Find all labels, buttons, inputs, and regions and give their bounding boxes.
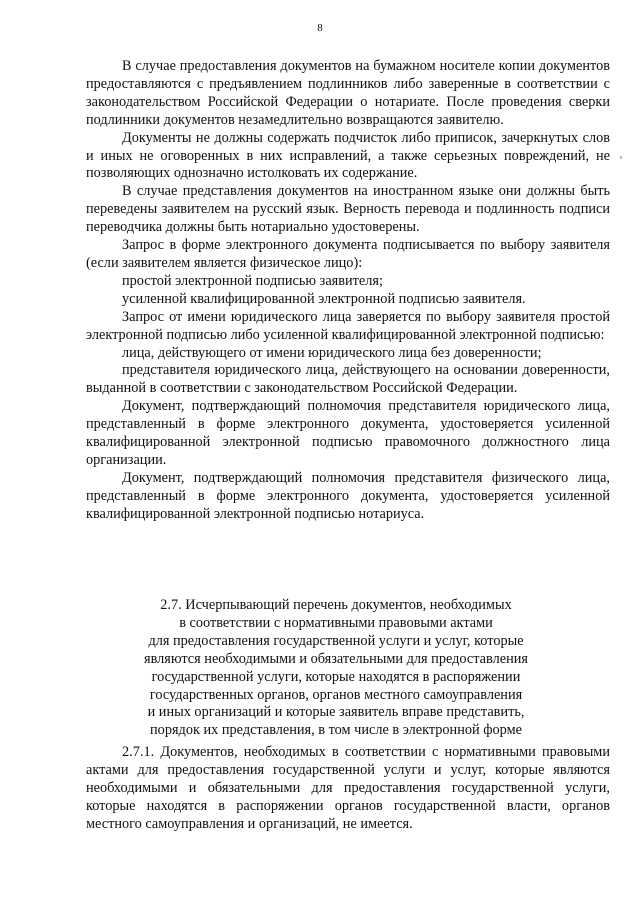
list-item-representative: представителя юридического лица, действующего на основании доверенности, выданной в соответствии с законодательством Российской Федерации. [86, 362, 610, 397]
heading-line: 2.7. Исчерпывающий перечень документов, необходимых [160, 597, 512, 613]
heading-line: и иных организаций и которые заявитель вправе представить, [147, 704, 525, 721]
heading-line: государственной услуги, которые находятся в распоряжении [151, 668, 521, 685]
list-item-without-power-of-attorney: лица, действующего от имени юридического лица без доверенности; [122, 344, 542, 361]
paragraph-electronic-request: Запрос в форме электронного документа подписывается по выбору заявителя (если заявителем является физическое лицо): [86, 237, 610, 271]
scan-mark [620, 156, 622, 159]
paragraph-no-erasures: Документы не должны содержать подчисток либо приписок, зачеркнутых слов и иных не оговоренных в них исправлений, а также серьезных повреждений, не позволяющих однозначно истолковать их содержание. [86, 129, 610, 182]
section-heading [96, 597, 576, 740]
paragraph-2-7-1: 2.7.1. Документов, необходимых в соответствии с нормативными правовыми актами для предоставления государственной услуги и услуг, которые являются необходимыми и обязательными для предоставления государственной услуги, которые находятся в распоряжении органов государственной власти, органов местного самоуправления и организаций, не имеется. [86, 744, 610, 832]
heading-line: порядок их представления, в том числе в электронной форме [150, 722, 522, 739]
paragraph-foreign-language: В случае представления документов на иностранном языке они должны быть переведены заявителем на русский язык. Верность перевода и подлинность подписи переводчика должны быть нотариально удостоверены. [86, 183, 610, 236]
list-item-qualified-signature: усиленной квалифицированной электронной подписью заявителя. [122, 290, 526, 307]
heading-line: государственных органов, органов местного самоуправления [149, 686, 523, 703]
paragraph-paper-copies: В случае предоставления документов на бумажном носителе копии документов предоставляются с предъявлением подлинников либо заверенные в соответствии с законодательством Российской Федерации о нотариате. После проведения сверки подлинники документов незамедлительно возвращаются заявителю. [86, 58, 610, 128]
heading-line: являются необходимыми и обязательными для предоставления [144, 650, 528, 667]
list-item-simple-signature: простой электронной подписью заявителя; [122, 272, 383, 289]
paragraph-individual-representative-document: Документ, подтверждающий полномочия представителя физического лица, представленный в форме электронного документа, удостоверяется усиленной квалифицированной электронной подписью нотариуса. [86, 469, 610, 522]
paragraph-legal-entity-request: Запрос от имени юридического лица заверяется по выбору заявителя простой электронной подписью либо усиленной квалифицированной электронной подписью: [86, 308, 610, 343]
heading-line: в соответствии с нормативными правовыми актами [179, 614, 493, 631]
paragraph-legal-representative-document: Документ, подтверждающий полномочия представителя юридического лица, представленный в форме электронного документа, удостоверяется усиленной квалифицированной электронной подписью правомочного должностного лица организации. [86, 398, 610, 468]
page-number: 8 [317, 22, 323, 34]
closing-section [86, 744, 610, 834]
body-text [86, 58, 610, 524]
heading-line: для предоставления государственной услуги и услуг, которые [148, 632, 524, 649]
